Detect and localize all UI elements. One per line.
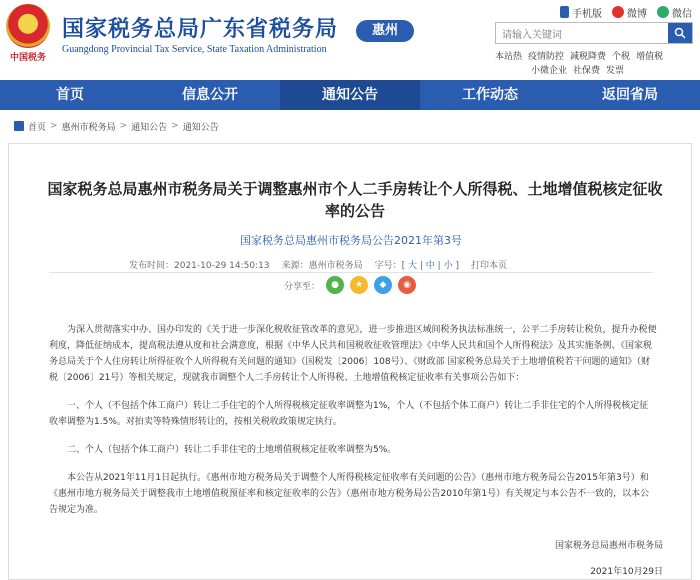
search-box <box>495 22 693 44</box>
search-icon <box>674 27 686 39</box>
hot-link[interactable]: 小微企业 <box>531 66 568 76</box>
nav-info-disclosure[interactable]: 信息公开 <box>182 87 238 103</box>
font-size-label: 字号： <box>374 261 402 271</box>
article-paragraph: 为深入贯彻落实中办、国办印发的《关于进一步深化税收征管改革的意见》，进一步推进区域间税务执法标准统一，公平二手房转让税负，提升办税便利度，降低征纳成本，提高税法遵从度和社会满意度，根据《中华人民共和国税收征收管理法》《中华人民共和国个人所得税法》及其实施条例、《国家税务总局关于个人住房转让所得征收个人所得税有关问题的通知》（国税发〔2006〕108号）、《财政部 国家税务总局关于土地增值税若干问题的通知》（财税〔2006〕21号）等相关规定，现就我市调整个人二手房转让个人所得税、土地增值税核定征收率有关事项公告如下： <box>49 325 657 383</box>
wechat-icon <box>657 6 669 18</box>
breadcrumb-separator: > <box>50 121 58 131</box>
share-label: 分享至： <box>284 281 321 292</box>
article-paragraph: 本公告从2021年11月1日起执行。《惠州市地方税务局关于调整个人所得税核定征收率有关问题的公告》（惠州市地方税务局公告2015年第3号）和《惠州市地方税务局关于调整我市土地增值税预征率和核定征收率的公告》（惠州市地方税务局公告2010年第1号）有关规定与本公告不一致的，以本公告规定为准。 <box>49 473 650 515</box>
hot-link[interactable]: 增值税 <box>636 52 664 62</box>
site-title[interactable]: 国家税务总局广东省税务局 <box>62 17 339 42</box>
nav-work-news[interactable]: 工作动态 <box>462 87 518 103</box>
share-bar <box>284 276 416 294</box>
breadcrumb <box>14 118 219 134</box>
font-medium-button[interactable]: 中 <box>425 261 435 271</box>
article-paragraph: 二、个人（包括个体工商户）转让二手非住宅的土地增值税核定征收率调整为5%。 <box>67 445 397 455</box>
breadcrumb-separator: > <box>171 121 179 131</box>
share-qzone-icon[interactable]: ★ <box>350 276 368 294</box>
hot-link[interactable]: 疫情防控 <box>528 52 565 62</box>
weibo-link[interactable] <box>612 4 647 20</box>
article-meta <box>129 258 507 271</box>
article-date: 2021年10月29日 <box>590 567 663 577</box>
hot-link[interactable]: 减税降费 <box>570 52 607 62</box>
china-tax-logo: 中国税务 <box>9 53 46 63</box>
home-icon <box>14 121 24 131</box>
wechat-link-label: 微信 <box>672 8 692 20</box>
meta-divider <box>49 272 653 273</box>
font-size-control: 字号：[ 大 | 中 | 小 ] <box>374 261 459 271</box>
share-wechat-icon[interactable]: ● <box>326 276 344 294</box>
font-large-button[interactable]: 大 <box>408 261 418 271</box>
main-nav <box>0 80 700 110</box>
share-qq-icon[interactable]: ◆ <box>374 276 392 294</box>
city-badge: 惠州 <box>356 20 414 42</box>
site-subtitle: Guangdong Provincial Tax Service, State Taxation Administration <box>62 44 327 55</box>
breadcrumb-notices[interactable]: 通知公告 <box>131 122 168 133</box>
weibo-icon <box>612 6 624 18</box>
search-input[interactable] <box>496 26 666 46</box>
document-number: 国家税务总局惠州市税务局公告2021年第3号 <box>240 234 462 247</box>
font-small-button[interactable]: 小 <box>443 261 453 271</box>
wechat-link[interactable] <box>657 4 692 20</box>
hot-link[interactable]: 发票 <box>606 66 625 76</box>
breadcrumb-city[interactable]: 惠州市税务局 <box>61 122 116 133</box>
article-paragraph: 一、个人（不包括个体工商户）转让二手住宅的个人所得税核定征收率调整为1%，个人（不包括个体工商户）转让二手非住宅的个人所得税核定征收率调整为1.5%。对拍卖等特殊情形转让的，按相关税收政策规定执行。 <box>49 401 649 427</box>
publish-time: 发布时间：2021-10-29 14:50:13 <box>129 261 270 271</box>
national-emblem-icon <box>6 4 50 48</box>
nav-back-province[interactable]: 返回省局 <box>602 87 658 103</box>
article-title: 国家税务总局惠州市税务局关于调整惠州市个人二手房转让个人所得税、土地增值税核定征收率的公告 <box>47 180 663 220</box>
article-body <box>49 322 657 530</box>
nav-notices[interactable]: 通知公告 <box>280 80 420 110</box>
top-links <box>560 4 692 20</box>
article-signature: 国家税务总局惠州市税务局 <box>554 541 663 551</box>
breadcrumb-current[interactable]: 通知公告 <box>182 122 219 133</box>
phone-icon <box>560 6 569 18</box>
mobile-link-label: 手机版 <box>572 8 602 20</box>
nav-home[interactable]: 首页 <box>56 87 84 103</box>
breadcrumb-separator: > <box>119 121 128 131</box>
hot-label: 本站热 <box>495 52 523 62</box>
article-source: 来源：惠州市税务局 <box>281 261 363 271</box>
hot-link[interactable]: 社保费 <box>573 66 601 76</box>
hot-keywords <box>495 50 695 78</box>
mobile-link[interactable] <box>560 4 602 20</box>
breadcrumb-home[interactable]: 首页 <box>28 122 47 133</box>
site-header <box>0 0 700 80</box>
weibo-link-label: 微博 <box>627 8 647 20</box>
print-button[interactable]: 打印本页 <box>470 261 507 271</box>
hot-link[interactable]: 个税 <box>612 52 631 62</box>
article-panel <box>8 143 692 580</box>
share-weibo-icon[interactable]: ◉ <box>398 276 416 294</box>
search-button[interactable] <box>668 23 692 43</box>
